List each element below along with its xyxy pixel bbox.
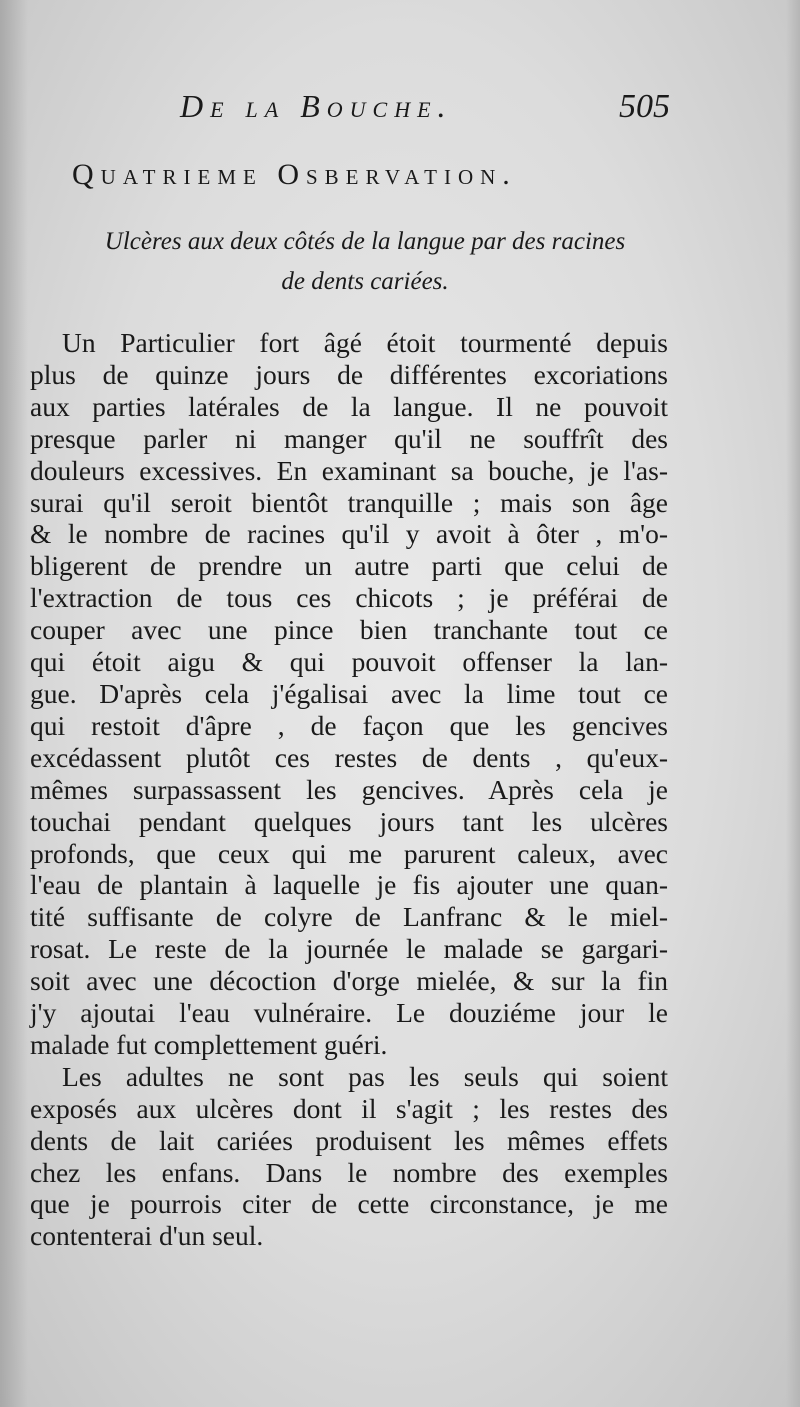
text-line: Les adultes ne sont pas les seuls qui soient bbox=[62, 1060, 668, 1092]
text-line: l'extraction de tous ces chicots ; je préférai de bbox=[30, 582, 668, 614]
text-line: gue. D'après cela j'égalisai avec la lime tout ce bbox=[30, 677, 668, 709]
page-number: 505 bbox=[619, 88, 670, 125]
paragraph-2 bbox=[30, 1061, 668, 1252]
text-line: j'y ajoutai l'eau vulnéraire. Le douziéme jour le bbox=[30, 997, 668, 1029]
text-line: exposés aux ulcères dont il s'agit ; les restes des bbox=[30, 1092, 668, 1124]
text-line: aux parties latérales de la langue. Il ne pouvoit bbox=[30, 390, 668, 422]
text-line: mêmes surpassassent les gencives. Après cela je bbox=[30, 773, 668, 805]
text-line: tité suffisante de colyre de Lanfranc & le miel- bbox=[30, 901, 668, 933]
body-text bbox=[30, 327, 668, 1252]
gutter-shadow bbox=[0, 0, 28, 1407]
text-line: malade fut complettement guéri. bbox=[30, 1028, 388, 1060]
text-line: couper avec une pince bien tranchante tout ce bbox=[30, 614, 668, 646]
text-line: dents de lait cariées produisent les mêmes effets bbox=[30, 1124, 668, 1156]
running-head bbox=[180, 88, 670, 128]
subtitle-line: de dents cariées. bbox=[281, 268, 449, 295]
text-line: que je pourrois citer de cette circonstance, je me bbox=[30, 1188, 668, 1220]
text-line: soit avec une décoction d'orge mielée, & sur la fin bbox=[30, 965, 668, 997]
text-line: chez les enfans. Dans le nombre des exemples bbox=[30, 1156, 668, 1188]
text-line: Un Particulier fort âgé étoit tourmenté depuis bbox=[62, 327, 668, 358]
subtitle-line: Ulcères aux deux côtés de la langue par des racines bbox=[104, 228, 626, 255]
text-line: surai qu'il seroit bientôt tranquille ; mais son âge bbox=[30, 486, 668, 518]
text-line: & le nombre de racines qu'il y avoit à ôter , m'o- bbox=[30, 518, 668, 550]
text-line: excédassent plutôt ces restes de dents , qu'eux- bbox=[30, 741, 668, 773]
section-subtitle bbox=[50, 222, 680, 302]
text-line: contenterai d'un seul. bbox=[30, 1220, 264, 1252]
text-line: presque parler ni manger qu'il ne souffrît des bbox=[30, 422, 668, 454]
paragraph-1 bbox=[30, 327, 668, 1061]
text-line: douleurs excessives. En examinant sa bouche, je l'as- bbox=[30, 454, 668, 486]
text-line: profonds, que ceux qui me parurent caleux, avec bbox=[30, 837, 668, 869]
text-line: touchai pendant quelques jours tant les ulcères bbox=[30, 805, 668, 837]
text-line: qui restoit d'âpre , de façon que les gencives bbox=[30, 709, 668, 741]
edge-shadow bbox=[786, 0, 800, 1407]
section-title: Quatrieme Osbervation. bbox=[72, 158, 517, 191]
text-line: plus de quinze jours de différentes excoriations bbox=[30, 358, 668, 390]
text-line: bligerent de prendre un autre parti que celui de bbox=[30, 550, 668, 582]
text-line: rosat. Le reste de la journée le malade se gargari- bbox=[30, 933, 668, 965]
running-title: De la Bouche. bbox=[180, 88, 453, 124]
text-line: qui étoit aigu & qui pouvoit offenser la lan- bbox=[30, 646, 668, 678]
text-line: l'eau de plantain à laquelle je fis ajouter une quan- bbox=[30, 869, 668, 901]
